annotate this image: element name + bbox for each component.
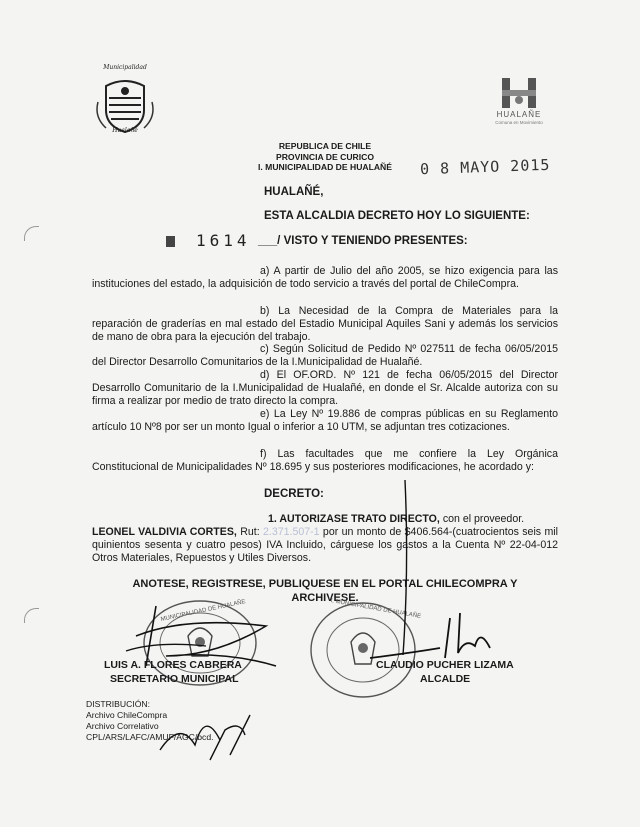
scan-margin-mark-top [24,226,39,241]
closing-line-1: ANOTESE, REGISTRESE, PUBLIQUESE EN EL PORTAL CHILECOMPRA Y [132,578,518,590]
date-stamp: 0 8 MAYO 2015 [419,155,551,179]
secretary-stamp-text: MUNICIPALIDAD DE HUALAÑE [160,599,247,623]
rut-label: Rut: [240,526,260,538]
article-1-lead: con el proveedor. [442,513,525,525]
seal-text-top: Municipalidad [103,64,147,71]
secretary-name: LUIS A. FLORES CABRERA [104,659,242,671]
logo-name: HUALAÑE [496,110,542,119]
mayor-stamp-text: I. MUNICIPALIDAD DE HUALAÑE [330,598,422,620]
consideration-b: b) La Necesidad de la Compra de Materiales para la reparación de graderías en mal estado del Estadio Municipal Aquiles Sani y además los servicios de mano de obra para la ejecución del trabajo. [92,305,558,343]
header-line-2: PROVINCIA DE CURICO [275,151,375,162]
decree-intro: ESTA ALCALDIA DECRETO HOY LO SIGUIENTE: [264,210,530,222]
consideration-d: d) El OF.ORD. Nº 121 de fecha 06/05/2015 del Director Desarrollo Comunitario de la I.Municipalidad de Hualañé, en donde el Sr. Alcalde autoriza con su firma a realizar por medio de trato directo la compra. [92,369,558,407]
secretary-title: SECRETARIO MUNICIPAL [110,673,239,685]
article-1-heading: 1. AUTORIZASE TRATO DIRECTO, [268,513,440,525]
closing-line-2: ARCHIVESE. [291,592,359,604]
decreto-heading: DECRETO: [264,488,324,500]
distribution-line-1: Archivo ChileCompra [86,710,168,720]
distribution-block [86,699,214,743]
provider-name: LEONEL VALDIVIA CORTES, [92,526,237,538]
logo-tagline: Comuna en Movimiento [495,120,543,125]
article-1 [92,513,558,565]
consideration-e: e) La Ley Nº 19.886 de compras públicas en su Reglamento artículo 10 Nº8 por ser un monto Igual o inferior a 10 UTM, se adjuntan tres cotizaciones. [92,408,558,433]
consideration-a: a) A partir de Julio del año 2005, se hizo exigencia para las instituciones del estado, la adquisición de todo servicio a través del portal de ChileCompra. [92,265,558,290]
hualane-logo [494,76,544,110]
scan-margin-mark-bottom [24,608,39,623]
consideration-c: c) Según Solicitud de Pedido Nº 027511 de fecha 06/05/2015 del Director Desarrollo Comunitarios de la I.Municipalidad de Hualañé. [92,343,558,368]
margin-pen-line [395,480,415,660]
decree-number: 1614 [196,231,251,250]
rut-value: 2.371.507-1 [263,526,320,538]
visto-heading: ___/ VISTO Y TENIENDO PRESENTES: [258,235,468,247]
header-line-3: I. MUNICIPALIDAD DE HUALAÑÉ [258,162,392,172]
header-block [240,141,410,173]
header-line-1: REPUBLICA DE CHILE [278,141,372,151]
mayor-name: CLAUDIO PUCHER LIZAMA [376,659,514,671]
decree-number-stamp-mark [166,236,175,247]
seal-text-bottom: Hualañé [112,127,138,134]
mayor-title: ALCALDE [420,673,471,685]
consideration-f: f) Las facultades que me confiere la Ley Orgánica Constitucional de Municipalidades Nº 18.695 y sus posteriores modificaciones, he acordado y: [92,448,558,473]
place-heading: HUALAÑÉ, [264,186,324,198]
distribution-line-2: Archivo Correlativo [86,721,159,731]
distribution-line-3: CPL/ARS/LAFC/AMUF/AGC/bcd. [86,732,214,742]
article-1-rest: por un monto de $406.564-(cuatrocientos seis mil quinientos sesenta y cuatro pesos) IVA Incluido, cárguese los gastos a la Cuenta Nº 22-04-012 Otros Materiales, Repuestos y Utiles Diversos. [92,526,558,564]
distribution-heading: DISTRIBUCIÓN: [86,699,150,709]
